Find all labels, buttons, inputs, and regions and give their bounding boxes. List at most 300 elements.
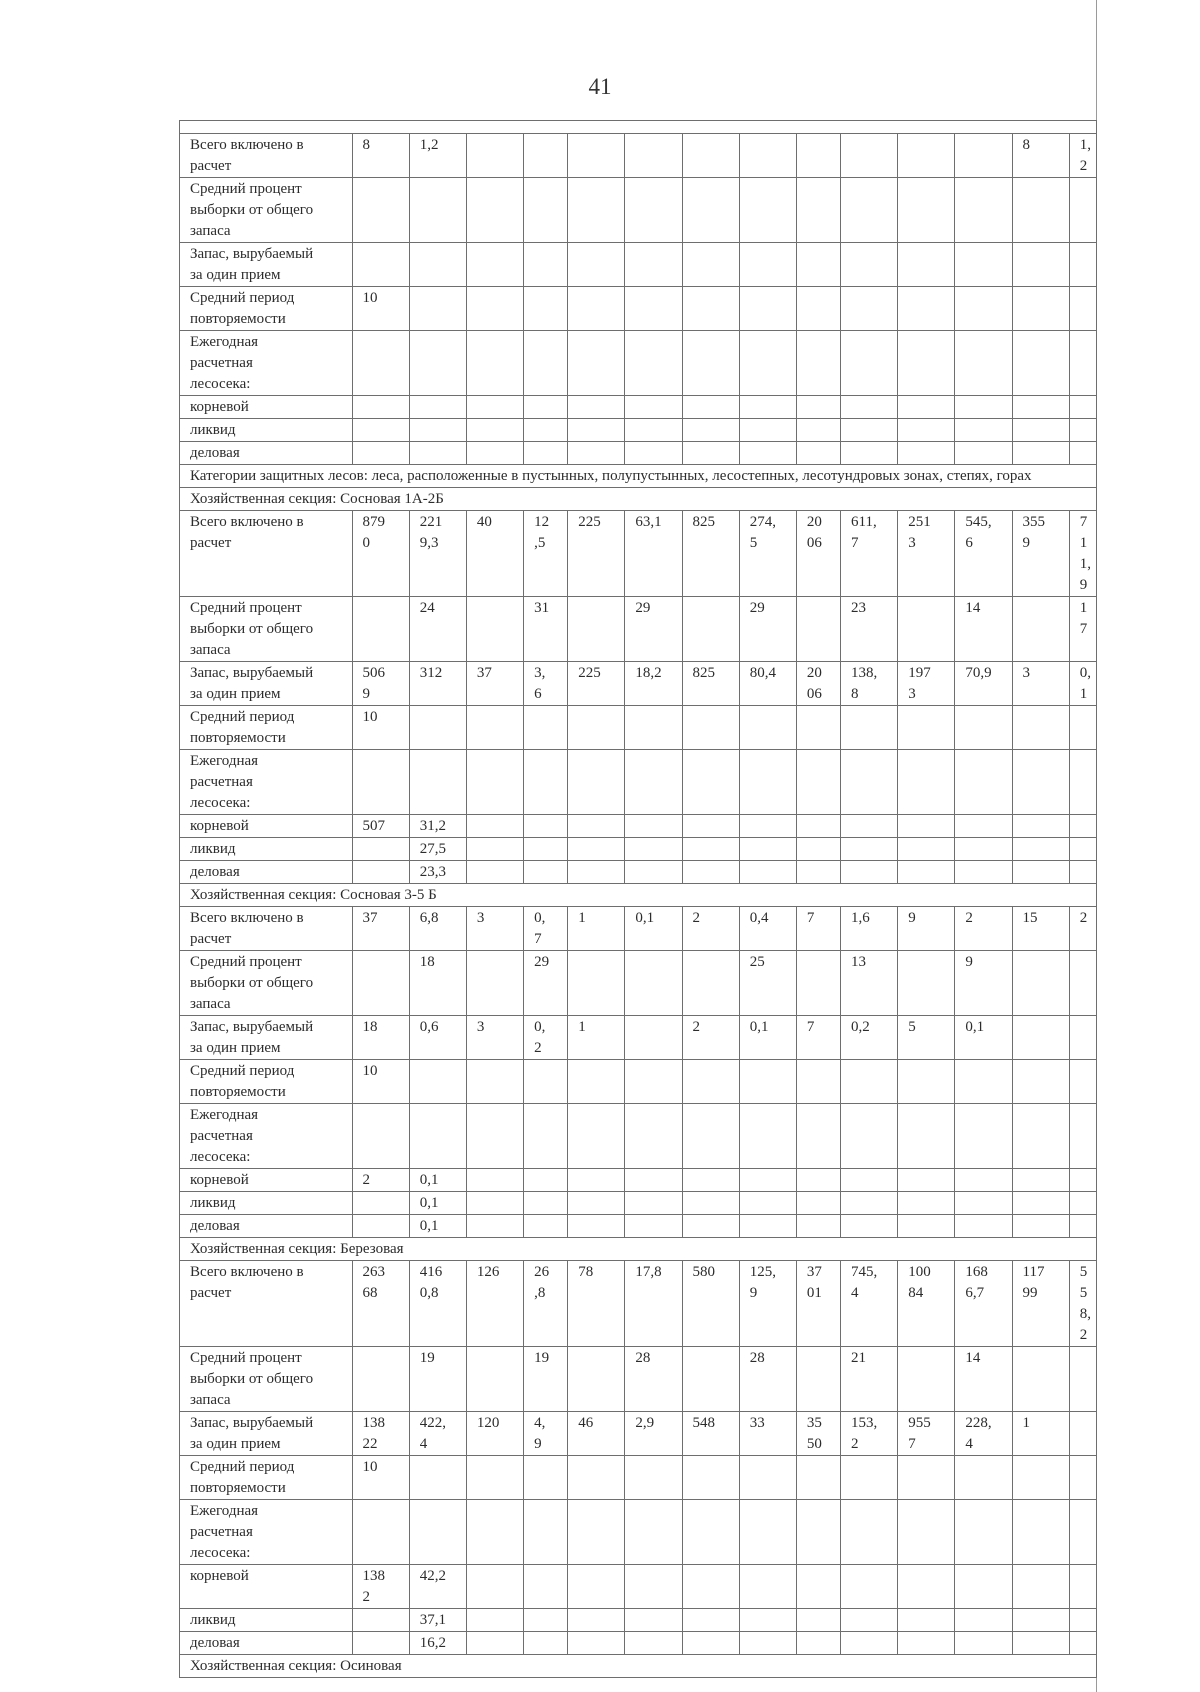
table-cell [1012,815,1069,838]
table-cell [955,861,1012,884]
table-row [180,331,1097,396]
table-cell [466,1632,523,1655]
row-label: Запас, вырубаемый за один прием [180,1412,353,1456]
table-cell [409,396,466,419]
section-title: Хозяйственная секция: Сосновая 3-5 Б [180,884,1097,907]
table-cell [524,815,568,838]
table-cell [524,1104,568,1169]
table-cell [1012,706,1069,750]
table-cell: 225 [568,662,625,706]
table-cell: 0,4 [739,907,796,951]
table-cell [466,396,523,419]
table-cell [568,597,625,662]
row-label: Средний период повторяемости [180,1060,353,1104]
table-cell [409,1500,466,1565]
table-cell [682,1192,739,1215]
table-cell: 16,2 [409,1632,466,1655]
table-cell [841,838,898,861]
table-cell: 9 [955,951,1012,1016]
table-cell [352,1192,409,1215]
table-cell [1012,1060,1069,1104]
table-cell: 80,4 [739,662,796,706]
table-cell [524,1456,568,1500]
table-cell [796,1609,840,1632]
table-cell [1012,1609,1069,1632]
section-title: Хозяйственная секция: Березовая [180,1238,1097,1261]
table-cell: 18 [409,951,466,1016]
table-row [180,134,1097,178]
table-cell [898,951,955,1016]
table-cell: 0,1 [409,1192,466,1215]
table-cell: 0,1 [955,1016,1012,1060]
table-cell [1012,178,1069,243]
section-header-row [180,884,1097,907]
table-cell [409,178,466,243]
table-cell: 125, 9 [739,1261,796,1347]
table-cell [625,815,682,838]
table-cell [898,706,955,750]
table-cell [796,331,840,396]
table-cell: 1,6 [841,907,898,951]
table-cell [466,750,523,815]
table-row [180,838,1097,861]
row-label: Средний процент выборки от общего запаса [180,951,353,1016]
table-cell [568,1500,625,1565]
table-cell [841,815,898,838]
table-cell: 0,1 [625,907,682,951]
table-cell: 0,6 [409,1016,466,1060]
row-label: Ежегодная расчетная лесосека: [180,750,353,815]
row-label: корневой [180,396,353,419]
table-cell [625,396,682,419]
table-cell: 28 [625,1347,682,1412]
table-cell: 40 [466,511,523,597]
table-cell [568,815,625,838]
table-cell [352,331,409,396]
table-cell [568,1347,625,1412]
table-cell [682,243,739,287]
table-cell [796,706,840,750]
table-cell [739,419,796,442]
table-cell [625,178,682,243]
table-cell: 422, 4 [409,1412,466,1456]
table-cell [352,442,409,465]
table-cell [568,706,625,750]
row-label: Всего включено в расчет [180,1261,353,1347]
category-row [180,465,1097,488]
table-cell [739,331,796,396]
row-label: Запас, вырубаемый за один прием [180,243,353,287]
table-cell: 29 [524,951,568,1016]
table-cell [841,178,898,243]
table-cell: 0,2 [841,1016,898,1060]
table-cell [796,1104,840,1169]
table-cell: 6,8 [409,907,466,951]
row-label: Запас, вырубаемый за один прием [180,1016,353,1060]
table-cell [841,442,898,465]
table-cell [898,1060,955,1104]
table-cell: 37 [352,907,409,951]
table-cell [898,1347,955,1412]
table-cell: 10 [352,1456,409,1500]
table-cell [682,1609,739,1632]
table-cell [841,1192,898,1215]
table-row [180,1169,1097,1192]
table-cell: 228, 4 [955,1412,1012,1456]
table-row [180,511,1097,597]
table-cell [352,396,409,419]
table-row [180,243,1097,287]
table-cell: 42,2 [409,1565,466,1609]
table-cell [739,1500,796,1565]
table-cell [466,1456,523,1500]
table-cell [796,597,840,662]
table-row [180,706,1097,750]
table-cell: 558, 2 [1069,1261,1096,1347]
row-label: корневой [180,815,353,838]
table-cell [524,1169,568,1192]
category-title: Категории защитных лесов: леса, расположенные в пустынных, полупустынных, лесостепных, лесотундровых зонах, степях, горах [180,465,1097,488]
table-cell: 825 [682,662,739,706]
table-cell: 0, 7 [524,907,568,951]
table-cell: 8 [1012,134,1069,178]
table-cell [796,838,840,861]
table-cell [625,419,682,442]
table-cell [409,287,466,331]
table-cell [524,442,568,465]
table-cell [625,442,682,465]
table-cell [1069,1016,1096,1060]
table-cell [1069,442,1096,465]
row-label: Ежегодная расчетная лесосека: [180,1500,353,1565]
table-row [180,1347,1097,1412]
table-cell [625,861,682,884]
table-cell [796,396,840,419]
table-cell [739,442,796,465]
table-cell [568,1632,625,1655]
table-cell: 197 3 [898,662,955,706]
table-cell [898,396,955,419]
table-row [180,1060,1097,1104]
table-cell: 126 [466,1261,523,1347]
table-cell [466,1104,523,1169]
table-cell [1069,1104,1096,1169]
table-cell [841,1215,898,1238]
table-cell: 825 [682,511,739,597]
table-cell: 29 [739,597,796,662]
table-cell [466,815,523,838]
table-row [180,951,1097,1016]
table-cell: 9 [898,907,955,951]
table-cell [625,706,682,750]
table-cell [409,419,466,442]
table-cell [682,838,739,861]
table-cell [739,178,796,243]
table-cell [1069,1060,1096,1104]
table-row [180,1609,1097,1632]
table-cell: 8 [352,134,409,178]
table-cell [898,750,955,815]
table-cell: 15 [1012,907,1069,951]
table-cell: 29 [625,597,682,662]
table-cell: 2 [682,907,739,951]
table-cell [739,861,796,884]
table-cell [898,243,955,287]
table-cell [466,597,523,662]
table-cell: 221 9,3 [409,511,466,597]
table-cell [1012,331,1069,396]
table-cell [1069,419,1096,442]
table-cell [1012,750,1069,815]
table-cell: 507 [352,815,409,838]
table-cell [841,396,898,419]
table-cell: 120 [466,1412,523,1456]
row-label: Средний период повторяемости [180,1456,353,1500]
table-cell [898,597,955,662]
table-cell [739,1192,796,1215]
table-cell [409,1060,466,1104]
table-cell [466,1609,523,1632]
table-cell [1012,1347,1069,1412]
table-cell [625,1192,682,1215]
table-cell: 10 [352,287,409,331]
table-cell [1069,861,1096,884]
table-cell [1012,1104,1069,1169]
table-cell [409,750,466,815]
table-cell [1069,1632,1096,1655]
table-cell: 138 2 [352,1565,409,1609]
table-cell [568,396,625,419]
table-cell: 548 [682,1412,739,1456]
table-cell: 168 6,7 [955,1261,1012,1347]
table-cell [625,331,682,396]
table-cell [739,243,796,287]
table-cell [796,1632,840,1655]
table-cell [955,838,1012,861]
table-cell [739,706,796,750]
table-cell [682,951,739,1016]
table-cell [796,1169,840,1192]
table-cell [466,243,523,287]
table-cell [568,750,625,815]
table-cell [524,396,568,419]
page-number: 41 [588,74,612,99]
table-cell [955,706,1012,750]
table-cell: 2,9 [625,1412,682,1456]
table-cell [898,134,955,178]
table-cell [1069,706,1096,750]
table-cell: 1,2 [1069,134,1096,178]
table-cell [466,1060,523,1104]
table-cell [898,1609,955,1632]
table-row [180,907,1097,951]
table-cell: 138 22 [352,1412,409,1456]
table-cell: 506 9 [352,662,409,706]
table-cell [1069,1412,1096,1456]
table-row [180,1261,1097,1347]
table-cell [352,1347,409,1412]
table-cell: 25 [739,951,796,1016]
table-cell: 263 68 [352,1261,409,1347]
table-cell [1012,419,1069,442]
table-cell [739,1456,796,1500]
table-cell [898,1632,955,1655]
table-row [180,1192,1097,1215]
row-label: деловая [180,1215,353,1238]
table-cell [841,419,898,442]
table-cell [898,1192,955,1215]
table-cell: 0,1 [739,1016,796,1060]
table-cell [796,287,840,331]
table-cell [1069,815,1096,838]
table-cell: 1 [1012,1412,1069,1456]
table-cell [955,287,1012,331]
top-strip-cell [180,121,1097,134]
table-cell [524,1565,568,1609]
table-cell: 745, 4 [841,1261,898,1347]
table-cell [682,706,739,750]
table-cell [524,750,568,815]
table-cell [739,1609,796,1632]
table-cell [568,419,625,442]
table-cell [898,1215,955,1238]
table-cell [1069,287,1096,331]
table-cell [1069,396,1096,419]
table-cell: 63,1 [625,511,682,597]
section-title: Хозяйственная секция: Сосновая 1А-2Б [180,488,1097,511]
table-cell [955,1632,1012,1655]
table-row [180,861,1097,884]
table-top-strip [180,121,1097,134]
table-cell [625,1565,682,1609]
table-cell [524,861,568,884]
table-cell [955,1104,1012,1169]
table-cell: 12 ,5 [524,511,568,597]
table-cell: 955 7 [898,1412,955,1456]
table-cell [796,861,840,884]
table-cell [625,951,682,1016]
table-cell [841,1104,898,1169]
table-cell [466,1347,523,1412]
row-label: корневой [180,1565,353,1609]
table-cell [796,1347,840,1412]
table-cell [682,1104,739,1169]
table-cell [568,1169,625,1192]
table-cell [955,815,1012,838]
table-cell [841,1632,898,1655]
table-row [180,287,1097,331]
table-cell [898,1500,955,1565]
table-cell [841,1565,898,1609]
table-cell: 10 [352,706,409,750]
table-cell [466,1565,523,1609]
table-cell: 21 [841,1347,898,1412]
table-cell [796,1215,840,1238]
table-cell [625,1016,682,1060]
table-cell [796,1565,840,1609]
table-cell [568,1456,625,1500]
table-cell [841,861,898,884]
table-row [180,1632,1097,1655]
table-cell [1069,1609,1096,1632]
table-cell: 1 [568,907,625,951]
table-cell [466,134,523,178]
table-cell [466,706,523,750]
table-cell [568,243,625,287]
table-cell [352,1215,409,1238]
table-cell [955,1192,1012,1215]
table-cell [625,243,682,287]
table-cell [841,331,898,396]
table-cell [409,1104,466,1169]
table-cell [625,1215,682,1238]
table-cell [682,396,739,419]
table-cell [1012,1632,1069,1655]
table-cell [466,951,523,1016]
table-cell [841,706,898,750]
table-cell [682,331,739,396]
table-cell [625,1500,682,1565]
table-cell: 20 06 [796,662,840,706]
table-cell [568,331,625,396]
table-cell [898,1104,955,1169]
section-header-row [180,1238,1097,1261]
table-cell: 10 [352,1060,409,1104]
table-cell [682,1347,739,1412]
table-cell [841,243,898,287]
table-cell [841,750,898,815]
table-cell [898,178,955,243]
row-label: Всего включено в расчет [180,511,353,597]
table-cell [796,178,840,243]
table-cell [524,243,568,287]
table-cell: 355 9 [1012,511,1069,597]
table-cell: 23 [841,597,898,662]
table-row [180,815,1097,838]
table-cell [625,1456,682,1500]
row-label: деловая [180,861,353,884]
table-cell: 19 [409,1347,466,1412]
table-row [180,1412,1097,1456]
table-cell [524,1192,568,1215]
table-cell [524,1060,568,1104]
table-cell: 17,8 [625,1261,682,1347]
table-cell [352,1500,409,1565]
table-cell [409,706,466,750]
table-cell [955,442,1012,465]
row-label: ликвид [180,419,353,442]
table-cell [682,1632,739,1655]
table-cell [409,442,466,465]
table-cell [841,134,898,178]
table-row [180,419,1097,442]
table-cell [682,178,739,243]
table-cell [682,419,739,442]
table-cell [524,134,568,178]
section-header-row [180,1655,1097,1678]
table-cell: 2 [955,907,1012,951]
table-cell [739,1104,796,1169]
table-cell [466,1192,523,1215]
table-cell [796,243,840,287]
table-cell [796,419,840,442]
table-cell [841,1609,898,1632]
table-cell [682,1215,739,1238]
table-cell [682,1060,739,1104]
table-cell: 100 84 [898,1261,955,1347]
table-row [180,1016,1097,1060]
table-row [180,597,1097,662]
